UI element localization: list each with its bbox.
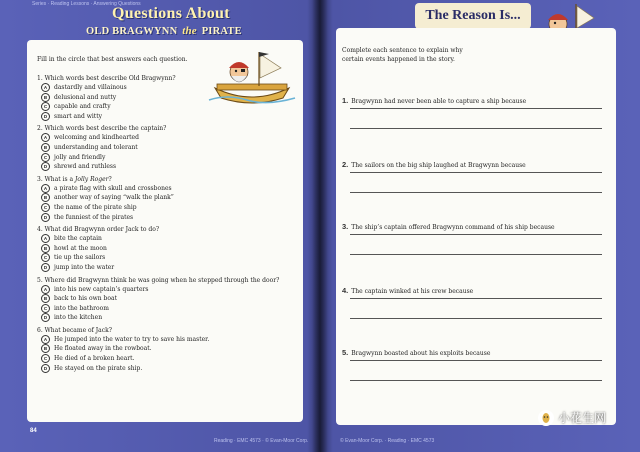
answer-option[interactable] [37,313,299,323]
answer-option[interactable] [37,203,299,213]
answer-bubble[interactable]: C [41,102,50,111]
answer-bubble[interactable]: C [41,354,50,363]
answer-text: into the bathroom [54,304,109,312]
item-prompt: Bragwynn boasted about his exploits because [351,350,491,357]
answer-bubble[interactable]: B [41,93,50,102]
question-text: 4. What did Bragwynn order Jack to do? [37,226,160,234]
question-text-part: 3. What is a [37,175,75,183]
answer-write-line[interactable] [350,128,602,129]
answer-text: bite the captain [54,235,102,243]
answer-text: jump into the water [54,263,115,271]
answer-text: He died of a broken heart. [54,355,135,363]
answer-bubble[interactable]: A [41,83,50,92]
answer-option[interactable] [37,112,299,122]
answer-write-line[interactable] [350,192,602,193]
answer-bubble[interactable]: B [41,344,50,353]
answer-option[interactable] [37,143,299,153]
answer-bubble[interactable]: D [41,313,50,322]
item-prompt: The sailors on the big ship laughed at Bragwynn because [351,162,526,169]
left-page-subtitle [86,25,242,37]
answer-bubble[interactable]: A [41,335,50,344]
header-left: Series · Reading Lessons · Answering Questions [32,1,141,7]
subtitle-part-b: PIRATE [201,26,242,37]
item-number: 2. [342,160,349,169]
question-1 [37,74,299,121]
answer-bubble[interactable]: D [41,263,50,272]
left-page-title: Questions About [112,5,230,22]
answer-option[interactable] [37,285,299,295]
answer-write-line[interactable] [350,108,602,109]
answer-text: shrewd and ruthless [54,163,117,171]
answer-text: delusional and nutty [54,93,117,101]
item-number: 5. [342,348,349,357]
answer-text: He floated away in the rowboat. [54,345,152,353]
answer-text: into the kitchen [54,314,103,322]
book-gutter [312,0,328,452]
reason-item-3 [342,214,604,233]
answer-text: He jumped into the water to try to save his master. [54,335,210,343]
left-worksheet-panel [27,40,303,422]
reason-item-1 [342,88,604,107]
question-text: 6. What became of Jack? [37,326,112,334]
question-4 [37,225,299,272]
answer-option[interactable] [37,83,299,93]
answer-bubble[interactable]: C [41,153,50,162]
answer-text: the name of the pirate ship [54,203,137,211]
answer-option[interactable] [37,153,299,163]
answer-bubble[interactable]: B [41,193,50,202]
item-prompt: Bragwynn had never been able to capture a ship because [351,98,527,105]
reason-item-5 [342,340,604,359]
answer-write-line[interactable] [350,172,602,173]
question-3 [37,175,299,222]
answer-bubble[interactable]: D [41,213,50,222]
answer-text: jolly and friendly [54,153,106,161]
answer-text: He stayed on the pirate ship. [54,364,143,372]
right-title-tab [415,3,531,29]
answer-text: tie up the sailors [54,254,106,262]
answer-bubble[interactable]: A [41,285,50,294]
answer-text: welcoming and kindhearted [54,134,139,142]
right-worksheet-panel [336,28,616,425]
answer-bubble[interactable]: C [41,203,50,212]
answer-option[interactable] [37,193,299,203]
answer-option[interactable] [37,335,299,345]
answer-text: a pirate flag with skull and crossbones [54,184,172,192]
question-text [37,175,299,184]
question-5 [37,276,299,323]
answer-text: dastardly and villainous [54,84,127,91]
item-number: 1. [342,96,349,105]
answer-bubble[interactable]: D [41,162,50,171]
answer-option[interactable] [37,364,299,374]
right-page-title: The Reason Is... [425,8,521,23]
answer-bubble[interactable]: B [41,143,50,152]
reason-item-4 [342,278,604,297]
answer-bubble[interactable]: B [41,244,50,253]
reason-item-2 [342,152,604,171]
answer-write-line[interactable] [350,254,602,255]
question-text-part: Jolly Roger [74,175,109,183]
left-instructions: Fill in the circle that best answers each question. [37,56,188,63]
answer-option[interactable] [37,162,299,172]
answer-bubble[interactable]: A [41,234,50,243]
answer-write-line[interactable] [350,318,602,319]
question-6 [37,326,299,373]
answer-bubble[interactable]: A [41,184,50,193]
right-footer: © Evan-Moor Corp. · Reading · EMC 4573 [340,438,435,444]
question-text: 2. Which words best describe the captain? [37,125,167,133]
answer-bubble[interactable]: D [41,112,50,121]
question-2 [37,124,299,171]
answer-bubble[interactable]: B [41,294,50,303]
watermark [538,409,606,426]
left-page-number: 84 [30,428,37,434]
answer-option[interactable] [37,244,299,254]
question-text: 1. Which words best describe Old Bragwynn? [37,75,176,82]
answer-text: another way of saying “walk the plank” [54,194,174,202]
answer-option[interactable] [37,253,299,263]
item-number: 4. [342,286,349,295]
answer-option[interactable] [37,93,299,103]
answer-write-line[interactable] [350,234,602,235]
answer-write-line[interactable] [350,380,602,381]
answer-write-line[interactable] [350,360,602,361]
answer-bubble[interactable]: A [41,133,50,142]
answer-option[interactable] [37,133,299,143]
answer-text: understanding and tolerant [54,143,138,151]
answer-text: capable and crafty [54,103,111,111]
question-text-part: ? [108,175,112,183]
left-footer: Reading · EMC 4573 · © Evan-Moor Corp. [214,438,309,444]
answer-option[interactable] [37,102,299,112]
question-text: 5. Where did Bragwynn think he was going when he stepped through the door? [37,276,280,284]
answer-text: the funniest of the pirates [54,213,134,221]
answer-option[interactable] [37,294,299,304]
item-prompt: The ship’s captain offered Bragwynn command of his ship because [351,224,555,231]
right-instructions: Complete each sentence to explain why certain events happened in the story. [342,47,463,63]
answer-option[interactable] [37,354,299,364]
answer-option[interactable] [37,234,299,244]
answer-text: into his new captain’s quarters [54,285,149,293]
answer-option[interactable] [37,263,299,273]
answer-text: howl at the moon [54,244,107,252]
subtitle-part-mid: the [182,25,197,37]
item-number: 3. [342,222,349,231]
answer-option[interactable] [37,344,299,354]
answer-bubble[interactable]: C [41,253,50,262]
subtitle-part-a: OLD BRAGWYNN [86,26,178,37]
question-list [37,74,299,376]
answer-bubble[interactable]: D [41,364,50,373]
item-prompt: The captain winked at his crew because [351,288,474,295]
watermark-logo-icon [538,410,554,426]
answer-option[interactable] [37,304,299,314]
answer-text: back to his own boat [54,295,117,303]
answer-write-line[interactable] [350,298,602,299]
answer-text: smart and witty [54,112,102,120]
watermark-text: 小花生网 [558,411,607,425]
answer-option[interactable] [37,213,299,223]
answer-bubble[interactable]: C [41,304,50,313]
answer-option[interactable] [37,184,299,194]
